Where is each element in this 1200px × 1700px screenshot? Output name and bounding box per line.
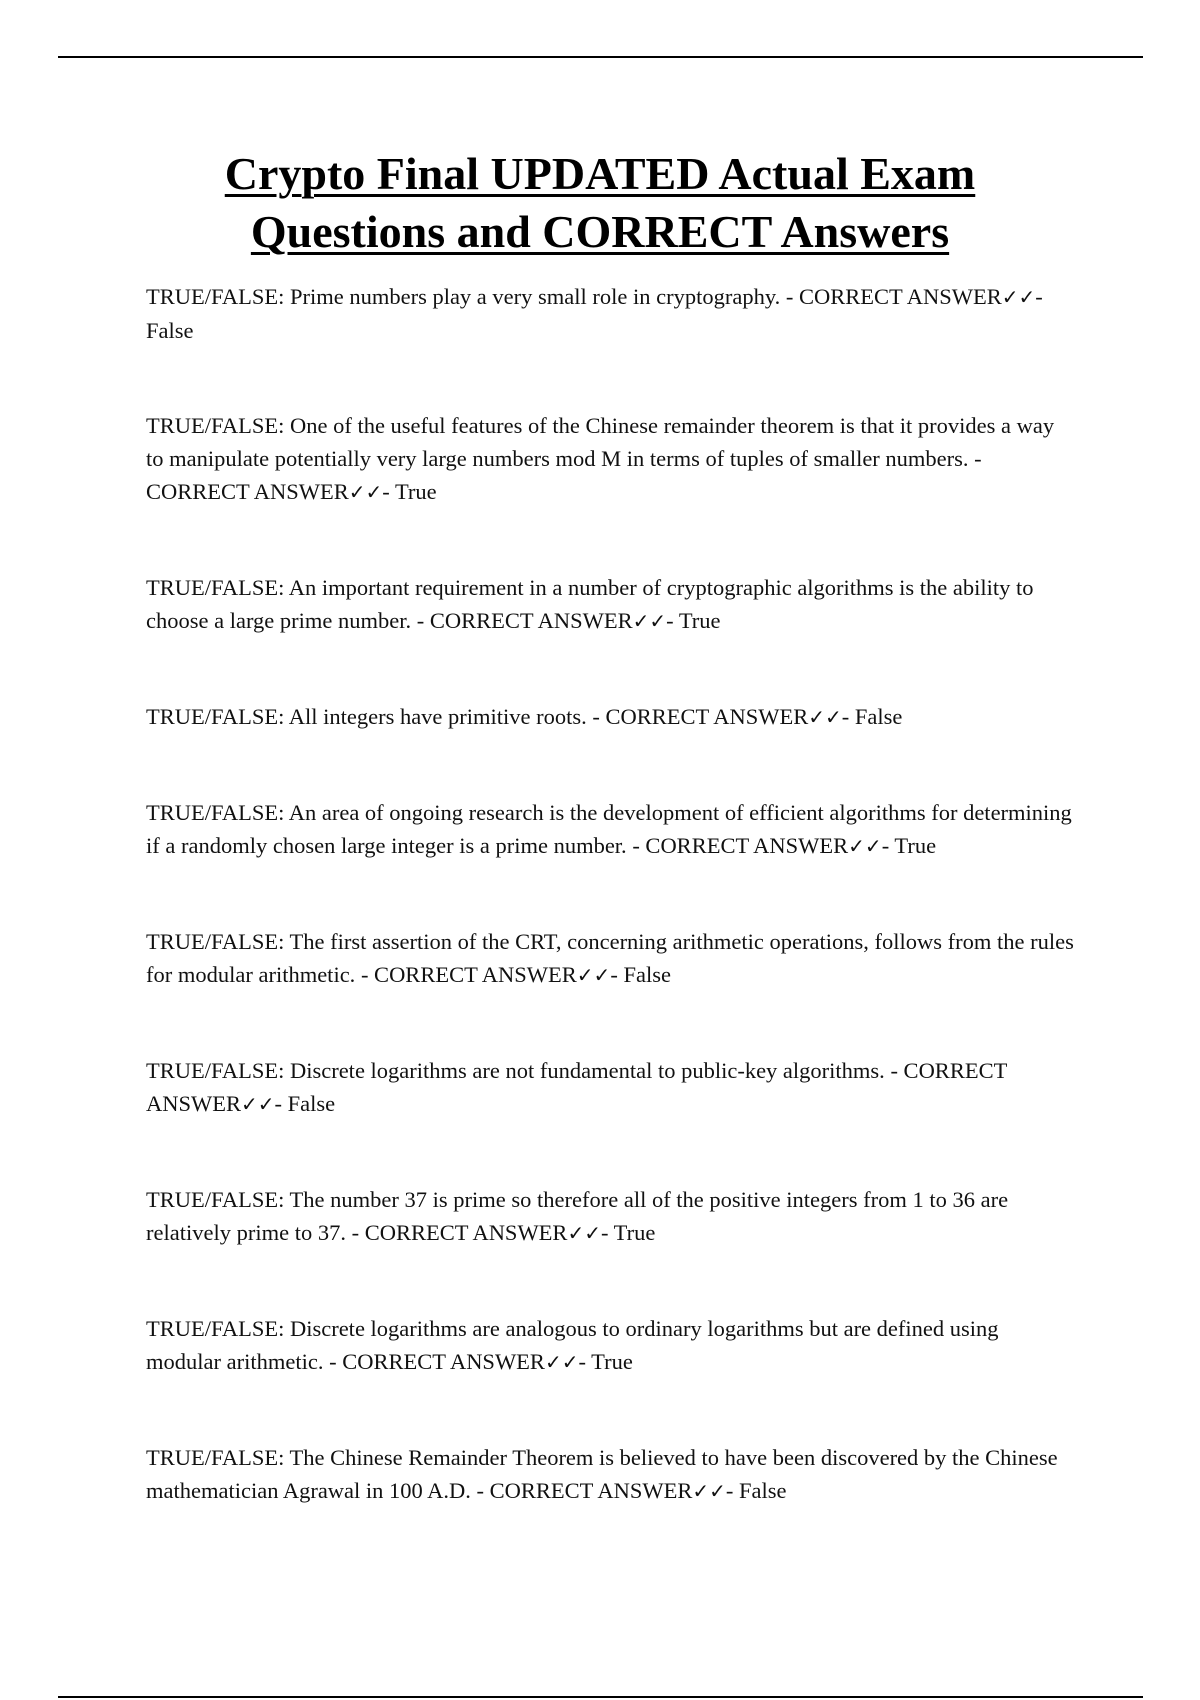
answer-separator: -: [881, 833, 895, 858]
correct-answer-label: - CORRECT ANSWER: [345, 1220, 568, 1245]
question-text: TRUE/FALSE: An area of ongoing research is the development of efficient algorithms for determining if a randomly chosen large integer is a prime number.: [146, 800, 1072, 858]
question-item: [146, 1183, 1076, 1250]
answer-value: True: [394, 479, 437, 504]
footer-rule: [58, 1696, 1143, 1698]
checkmark-icon: ✓✓: [576, 963, 611, 987]
header-rule: [58, 56, 1143, 58]
answer-value: True: [678, 608, 721, 633]
answer-value: True: [591, 1349, 633, 1374]
question-item: [146, 280, 1076, 347]
document-title: [100, 145, 1100, 261]
checkmark-icon: ✓✓: [848, 834, 882, 858]
question-item: [146, 571, 1076, 638]
answer-value: True: [894, 833, 937, 858]
checkmark-icon: ✓✓: [1001, 285, 1036, 309]
checkmark-icon: ✓✓: [544, 1350, 579, 1374]
correct-answer-label: - CORRECT ANSWER: [780, 284, 1002, 309]
answer-value: True: [613, 1220, 656, 1245]
answer-separator: -: [600, 1220, 614, 1245]
question-text: TRUE/FALSE: Discrete logarithms are not fundamental to public-key algorithms.: [146, 1058, 885, 1083]
title-line-2: Questions and CORRECT Answers: [250, 206, 950, 257]
answer-separator: -: [610, 962, 624, 987]
question-item: [146, 1441, 1076, 1508]
correct-answer-label: - CORRECT ANSWER: [470, 1478, 693, 1503]
question-text: TRUE/FALSE: The first assertion of the CRT, concerning arithmetic operations, follows from the rules for modular arithmetic.: [146, 929, 1074, 987]
question-text: TRUE/FALSE: All integers have primitive roots.: [146, 704, 587, 729]
question-list: [146, 280, 1076, 1570]
checkmark-icon: ✓✓: [567, 1221, 601, 1245]
answer-separator: -: [1035, 284, 1043, 309]
question-item: [146, 409, 1076, 509]
correct-answer-label: - CORRECT ANSWER: [626, 833, 849, 858]
answer-value: False: [287, 1091, 336, 1116]
checkmark-icon: ✓✓: [348, 480, 383, 504]
question-text: TRUE/FALSE: Discrete logarithms are analogous to ordinary logarithms but are defined using modular arithmetic.: [146, 1316, 999, 1374]
correct-answer-label: - CORRECT ANSWER: [323, 1349, 545, 1374]
question-text: TRUE/FALSE: The number 37 is prime so therefore all of the positive integers from 1 to 36 are relatively prime to 37.: [146, 1187, 1009, 1245]
checkmark-icon: ✓✓: [692, 1479, 726, 1503]
question-text: TRUE/FALSE: Prime numbers play a very small role in cryptography.: [146, 284, 781, 309]
correct-answer-label: - CORRECT ANSWER: [586, 704, 809, 729]
question-text: TRUE/FALSE: One of the useful features of the Chinese remainder theorem is that it provides a way to manipulate potentially very large numbers mod M in terms of tuples of smaller numbers.: [146, 413, 1055, 471]
answer-value: False: [146, 318, 194, 343]
question-item: [146, 925, 1076, 992]
answer-separator: -: [666, 608, 679, 633]
question-item: [146, 1054, 1076, 1121]
checkmark-icon: ✓✓: [632, 609, 667, 633]
correct-answer-label: - CORRECT ANSWER: [355, 962, 577, 987]
answer-value: False: [739, 1478, 787, 1503]
answer-separator: -: [382, 479, 395, 504]
checkmark-icon: ✓✓: [808, 705, 842, 729]
question-text: TRUE/FALSE: The Chinese Remainder Theorem is believed to have been discovered by the Chinese mathematician Agrawal in 100 A.D.: [146, 1445, 1058, 1503]
question-item: [146, 700, 1076, 734]
answer-separator: -: [725, 1478, 740, 1503]
question-item: [146, 796, 1076, 863]
title-line-1: Crypto Final UPDATED Actual Exam: [224, 148, 976, 199]
correct-answer-label: - CORRECT ANSWER: [146, 1058, 1007, 1116]
answer-separator: -: [578, 1349, 592, 1374]
correct-answer-label: - CORRECT ANSWER: [146, 446, 982, 504]
correct-answer-label: - CORRECT ANSWER: [411, 608, 633, 633]
answer-separator: -: [841, 704, 855, 729]
checkmark-icon: ✓✓: [241, 1092, 275, 1116]
answer-separator: -: [274, 1091, 288, 1116]
answer-value: False: [854, 704, 903, 729]
question-text: TRUE/FALSE: An important requirement in a number of cryptographic algorithms is the ability to choose a large prime number.: [146, 575, 1034, 633]
answer-value: False: [623, 962, 671, 987]
question-item: [146, 1312, 1076, 1379]
